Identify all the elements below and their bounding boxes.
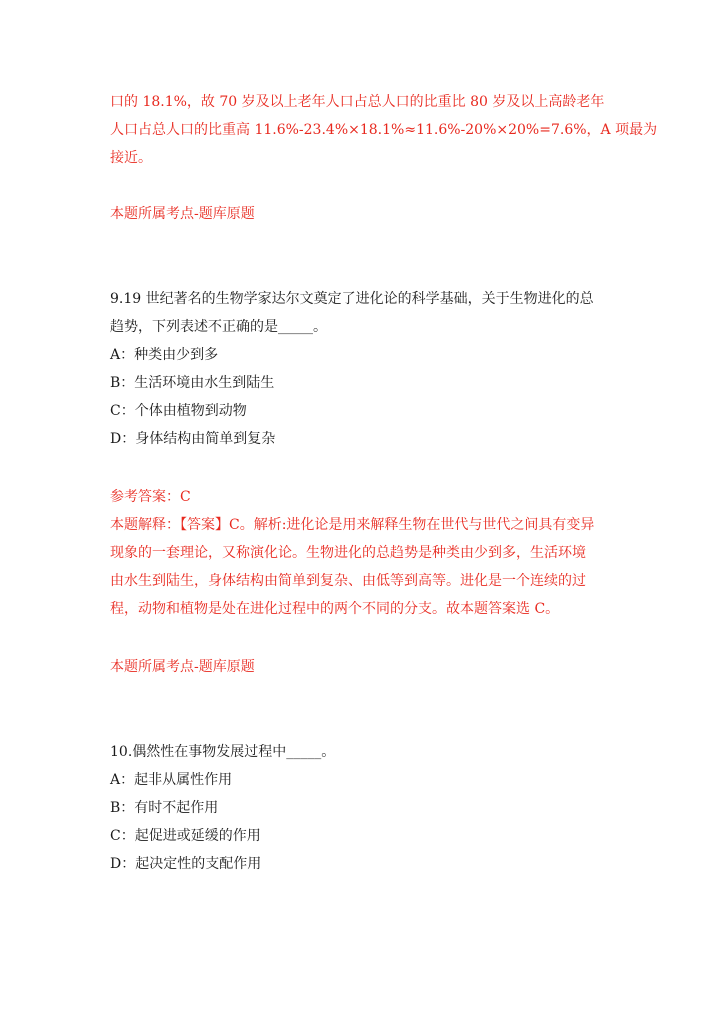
- option-d: D：起决定性的支配作用: [110, 856, 262, 872]
- option-c: C：个体由植物到动物: [110, 403, 247, 419]
- question-9: [110, 285, 620, 453]
- question-10: [110, 738, 620, 878]
- option-d: D：身体结构由简单到复杂: [110, 431, 276, 447]
- q9-source-note: 本题所属考点-题库原题: [110, 659, 255, 675]
- prev-explanation: [110, 88, 658, 172]
- explanation-line: 接近。: [110, 150, 152, 166]
- option-a: A：种类由少到多: [110, 347, 219, 363]
- option-b: B：生活环境由水生到陆生: [110, 375, 275, 391]
- explanation-line: 人口占总人口的比重高 11.6%-23.4%×18.1%≈11.6%-20%×20%=7.6%，A 项最为: [110, 122, 658, 138]
- option-a: A：起非从属性作用: [110, 772, 233, 788]
- question-stem-line: 趋势，下列表述不正确的是_____。: [110, 319, 327, 335]
- explanation-line: 本题解释：【答案】C。解析:进化论是用来解释生物在世代与世代之间具有变异: [110, 517, 595, 533]
- explanation-line: 由水生到陆生，身体结构由简单到复杂、由低等到高等。进化是一个连续的过: [110, 573, 586, 589]
- explanation-line: 程，动物和植物是处在进化过程中的两个不同的分支。故本题答案选 C。: [110, 601, 560, 617]
- explanation-line: 现象的一套理论，又称演化论。生物进化的总趋势是种类由少到多，生活环境: [110, 545, 586, 561]
- q9-answer-block: [110, 483, 620, 623]
- explanation-line: 口的 18.1%，故 70 岁及以上老年人口占总人口的比重比 80 岁及以上高龄老年: [110, 94, 605, 110]
- prev-source-note: 本题所属考点-题库原题: [110, 206, 255, 222]
- question-stem-line: 9.19 世纪著名的生物学家达尔文奠定了进化论的科学基础，关于生物进化的总: [110, 291, 594, 307]
- question-stem: 10.偶然性在事物发展过程中_____。: [110, 744, 336, 760]
- answer-label: 参考答案：C: [110, 489, 191, 505]
- option-b: B：有时不起作用: [110, 800, 219, 816]
- option-c: C：起促进或延缓的作用: [110, 828, 261, 844]
